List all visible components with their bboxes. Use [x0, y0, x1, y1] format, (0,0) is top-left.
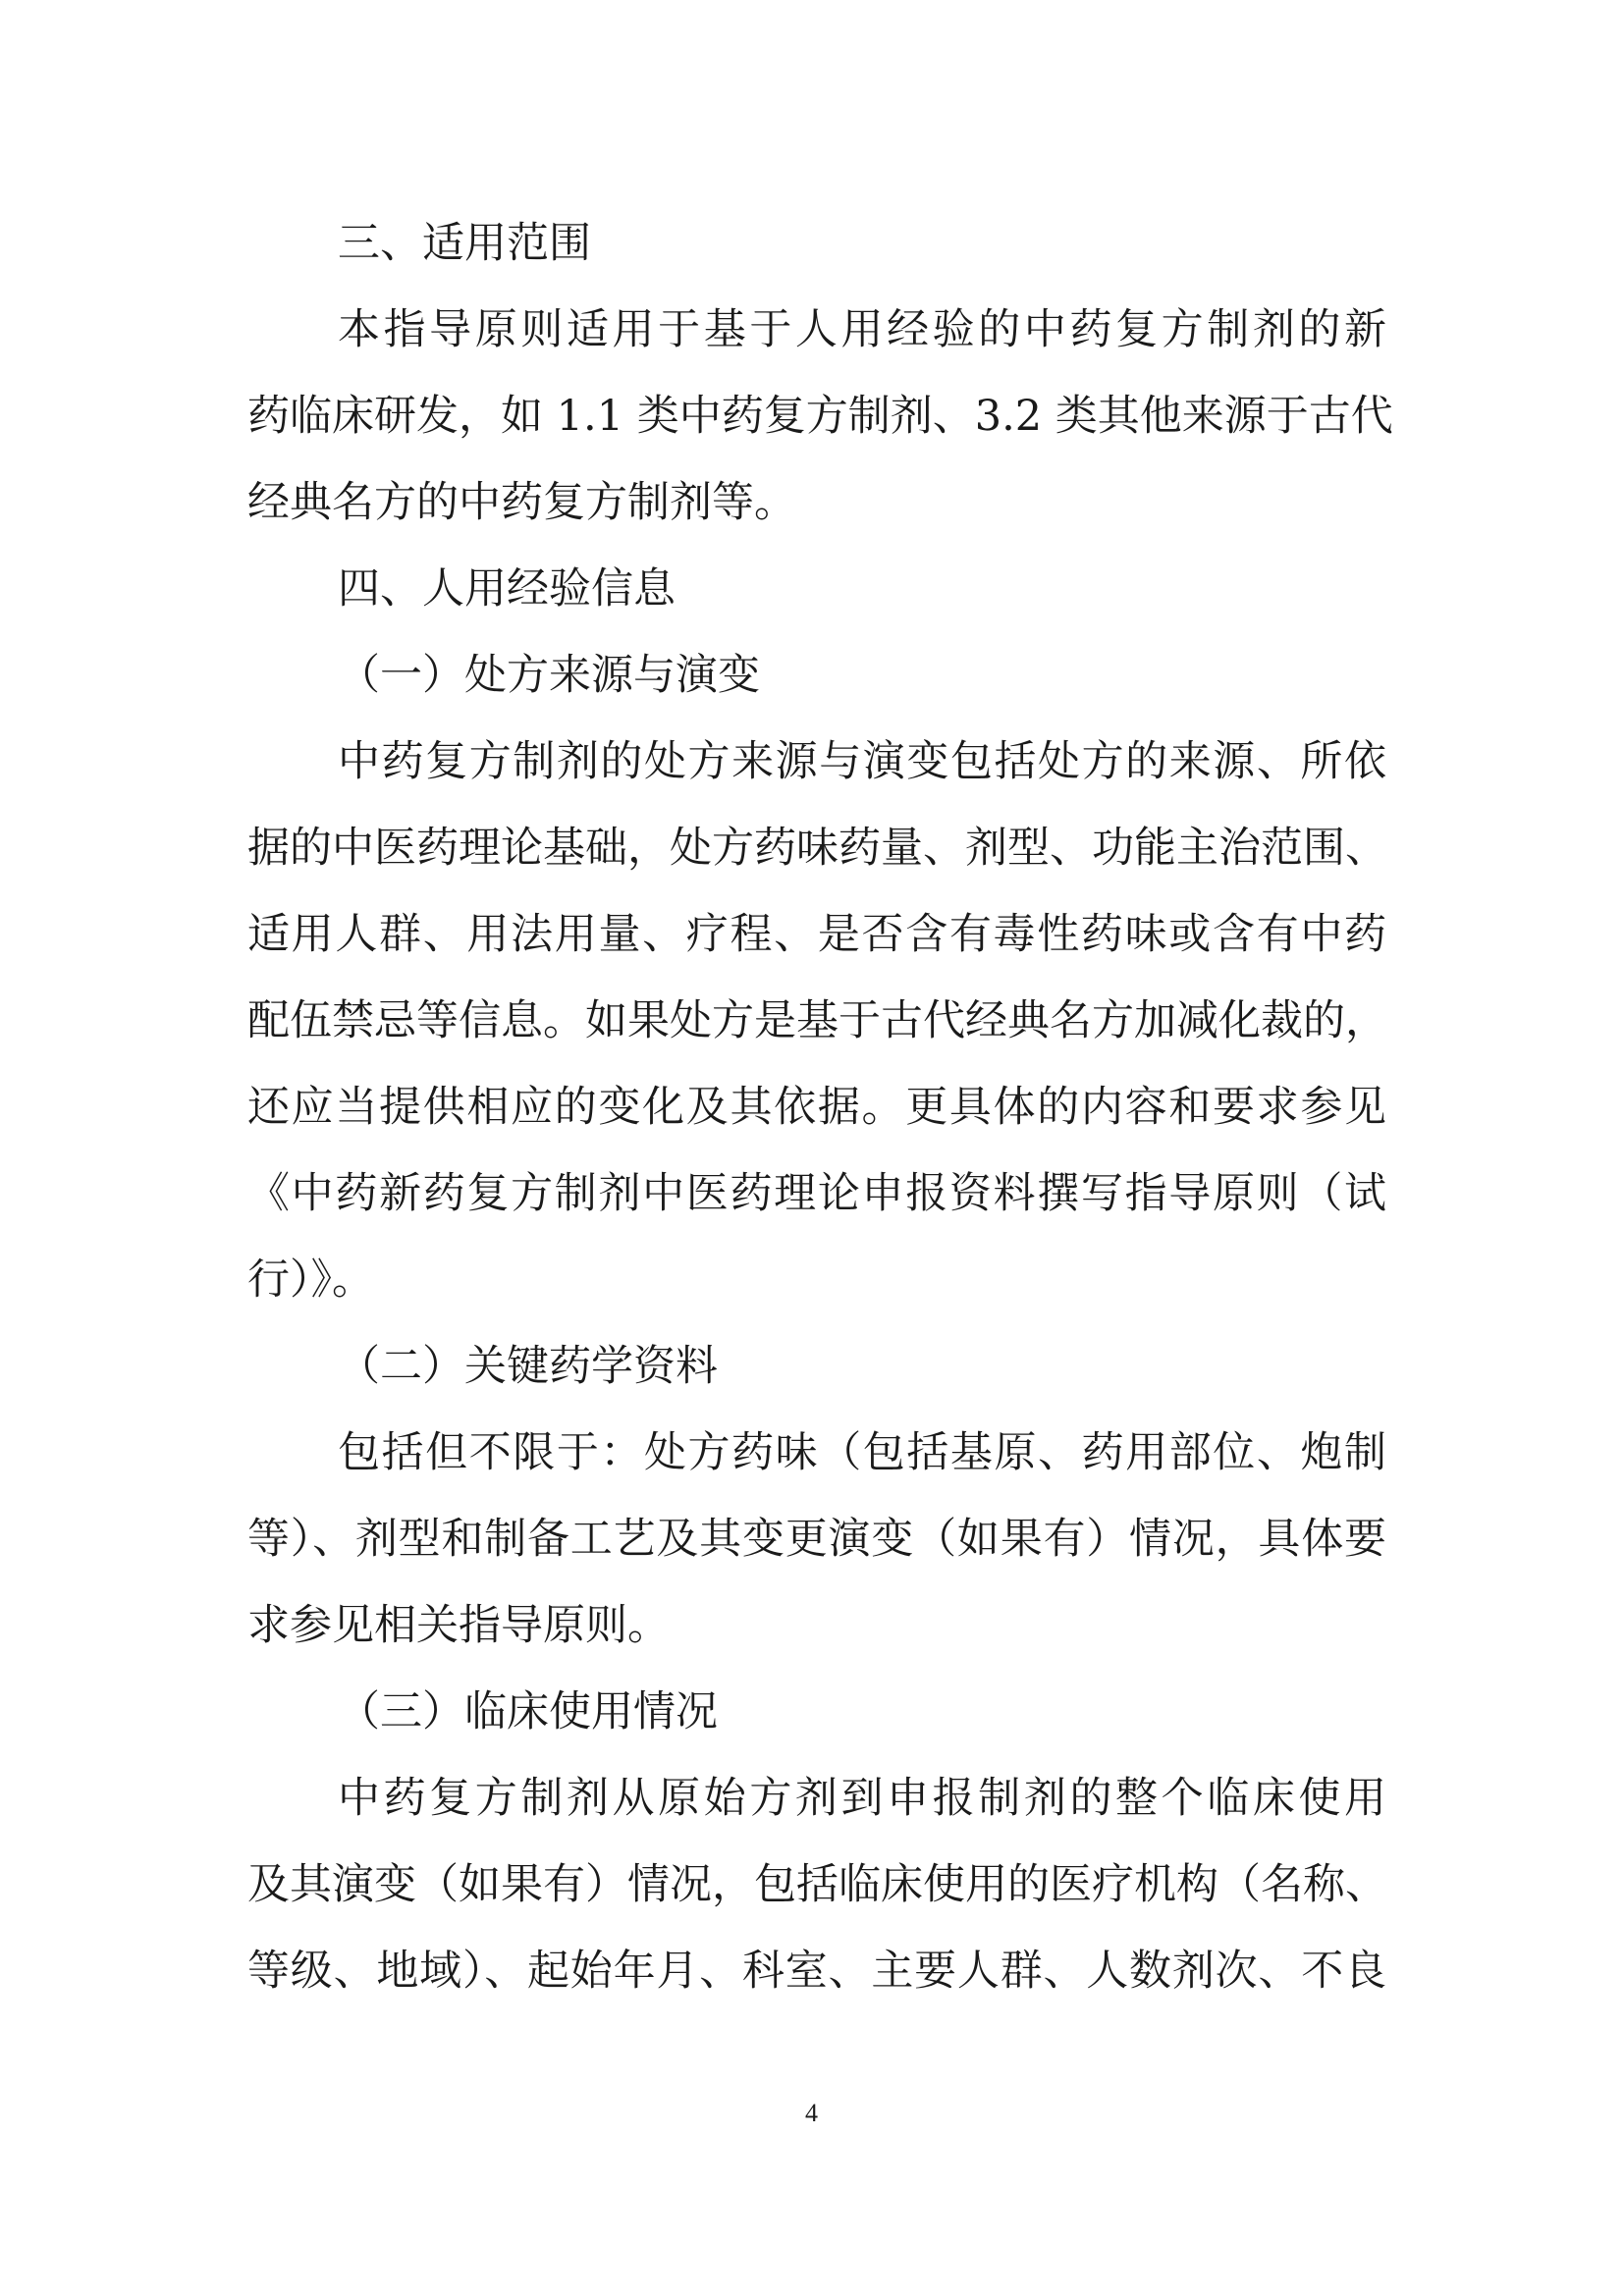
paragraph-line: 经典名方的中药复方制剂等。: [247, 478, 796, 527]
subsection-heading-clinical-use: （三）临床使用情况: [338, 1687, 718, 1736]
paragraph-line: 本指导原则适用于基于人用经验的中药复方制剂的新: [338, 305, 1386, 354]
paragraph-line: 药临床研发，如 1.1 类中药复方制剂、3.2 类其他来源于古代: [247, 392, 1393, 441]
subsection-heading-pharmaceutical-data: （二）关键药学资料: [338, 1342, 718, 1391]
subsection-heading-prescription-source: （一）处方来源与演变: [338, 651, 760, 700]
page-number: 4: [805, 2099, 818, 2127]
paragraph-line: 等级、地域）、起始年月、科室、主要人群、人数剂次、不良: [247, 1947, 1386, 1996]
paragraph-line: 适用人群、用法用量、疗程、是否含有毒性药味或含有中药: [247, 910, 1386, 959]
paragraph-line: 还应当提供相应的变化及其依据。更具体的内容和要求参见: [247, 1083, 1386, 1132]
paragraph-line: 配伍禁忌等信息。如果处方是基于古代经典名方加减化裁的，: [247, 996, 1387, 1045]
paragraph-line: 中药复方制剂从原始方剂到申报制剂的整个临床使用: [338, 1774, 1386, 1823]
section-heading-scope: 三、适用范围: [338, 219, 591, 268]
paragraph-line: 求参见相关指导原则。: [247, 1601, 670, 1650]
paragraph-line: 行）》。: [247, 1255, 374, 1305]
paragraph-line: 等）、剂型和制备工艺及其变更演变（如果有）情况，具体要: [247, 1515, 1386, 1564]
paragraph-line: 及其演变（如果有）情况，包括临床使用的医疗机构（名称、: [247, 1860, 1387, 1909]
section-heading-human-experience: 四、人用经验信息: [338, 564, 676, 614]
paragraph-line: 据的中医药理论基础，处方药味药量、剂型、功能主治范围、: [247, 824, 1387, 873]
paragraph-line: 《中药新药复方制剂中医药理论申报资料撰写指导原则（试: [247, 1169, 1386, 1218]
paragraph-line: 中药复方制剂的处方来源与演变包括处方的来源、所依: [338, 737, 1386, 786]
paragraph-line: 包括但不限于：处方药味（包括基原、药用部位、炮制: [338, 1428, 1386, 1477]
